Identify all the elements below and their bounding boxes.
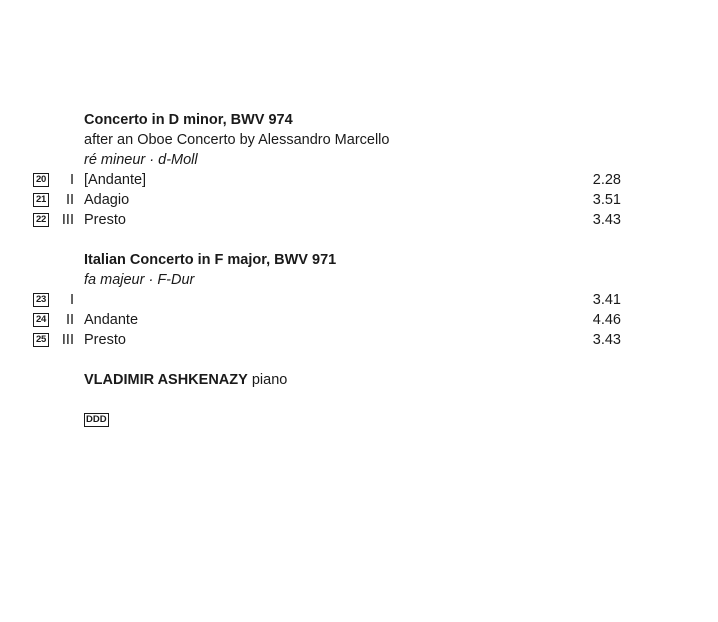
performer-name: VLADIMIR ASHKENAZY — [84, 372, 248, 388]
track-title: Presto — [84, 332, 126, 348]
track-title: [Andante] — [84, 172, 147, 188]
work-key: ré mineur · d-Moll — [84, 152, 198, 168]
movement-number: III — [61, 212, 74, 228]
track-duration: 3.51 — [592, 192, 621, 208]
track-row — [0, 290, 718, 310]
track-row — [0, 310, 718, 330]
work-key-line — [0, 150, 718, 170]
track-title: Presto — [84, 212, 126, 228]
track-number: 20 — [33, 173, 49, 187]
track-number: 25 — [33, 333, 49, 347]
work-title: Concerto in D minor, BWV 974 — [84, 112, 293, 128]
track-duration: 3.41 — [592, 292, 621, 308]
movement-number: II — [65, 192, 74, 208]
recording-code-badge: DDD — [86, 414, 107, 425]
performer-credit — [84, 370, 287, 390]
movement-number: III — [61, 332, 74, 348]
track-duration: 3.43 — [592, 212, 621, 228]
track-number: 21 — [33, 193, 49, 207]
movement-number: I — [69, 292, 74, 308]
track-number: 24 — [33, 313, 49, 327]
track-duration: 4.46 — [592, 312, 621, 328]
work-title-line — [0, 250, 718, 270]
work-key: fa majeur · F-Dur — [84, 272, 195, 288]
work-subtitle-line — [0, 130, 718, 150]
track-title: Adagio — [84, 192, 130, 208]
track-duration: 2.28 — [592, 172, 621, 188]
work-title: Italian Concerto in F major, BWV 971 — [84, 252, 337, 268]
track-row — [0, 170, 718, 190]
track-row — [0, 210, 718, 230]
work-subtitle: after an Oboe Concerto by Alessandro Marcello — [84, 132, 390, 148]
track-duration: 3.43 — [592, 332, 621, 348]
track-title: Andante — [84, 312, 139, 328]
track-number: 23 — [33, 293, 49, 307]
work-key-line — [0, 270, 718, 290]
work-italian-concerto — [0, 250, 718, 350]
work-concerto-d-minor — [0, 110, 718, 230]
track-row — [0, 190, 718, 210]
performer-instrument: piano — [251, 372, 288, 388]
movement-number: I — [69, 172, 74, 188]
track-number: 22 — [33, 213, 49, 227]
movement-number: II — [65, 312, 74, 328]
work-title-line — [0, 110, 718, 130]
track-row — [0, 330, 718, 350]
